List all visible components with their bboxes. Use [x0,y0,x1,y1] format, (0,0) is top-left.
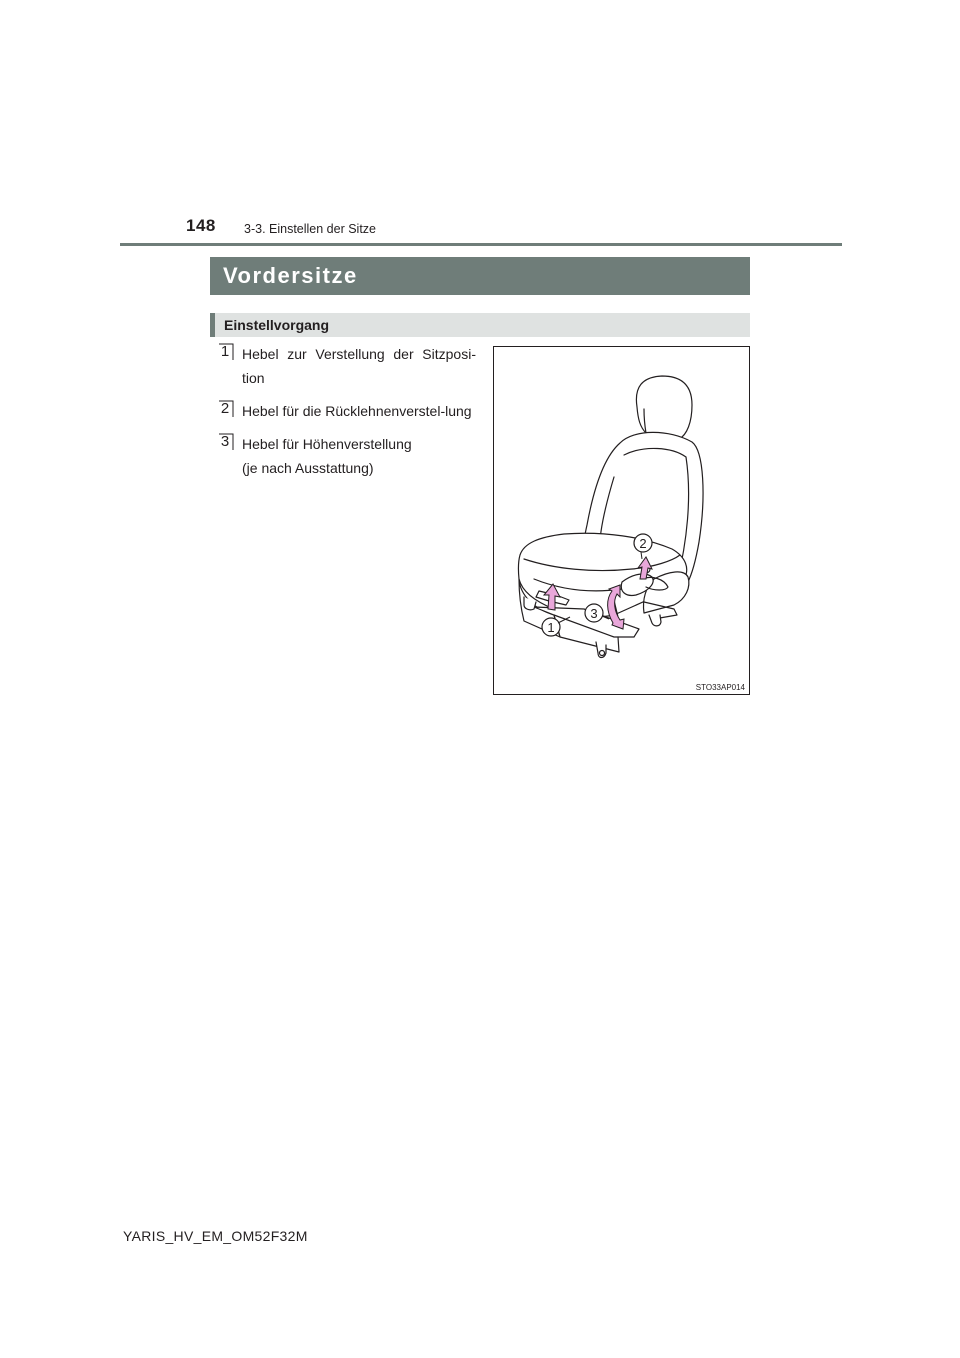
list-item [214,399,476,423]
seat-drawing [494,347,749,694]
item-text: Hebel für Höhenverstellung (je nach Ausstattung) [242,436,412,476]
footer-code: YARIS_HV_EM_OM52F32M [123,1228,308,1244]
figure-code: STO33AP014 [695,683,745,692]
callout-label-2: 2 [639,536,647,551]
item-text: Hebel für die Rücklehnenverstel-lung [242,403,472,419]
list-item [214,342,476,390]
list-item [214,432,476,480]
item-number-1: 1 [218,343,232,360]
item-text: Hebel zur Verstellung der Sitzposi-tion [242,346,476,386]
section-reference: 3-3. Einstellen der Sitze [244,222,377,236]
page-number: 148 [186,216,216,235]
callout-label-1: 1 [547,620,555,635]
item-number-3: 3 [218,433,232,450]
lever-list [214,342,476,489]
item-number-2: 2 [218,400,232,417]
item-note: (je nach Ausstattung) [242,460,374,476]
header-rule [120,243,842,246]
page-title: Vordersitze [210,257,750,295]
seat-illustration [493,346,750,695]
callout-label-3: 3 [590,606,598,621]
subsection-heading: Einstellvorgang [210,313,750,337]
